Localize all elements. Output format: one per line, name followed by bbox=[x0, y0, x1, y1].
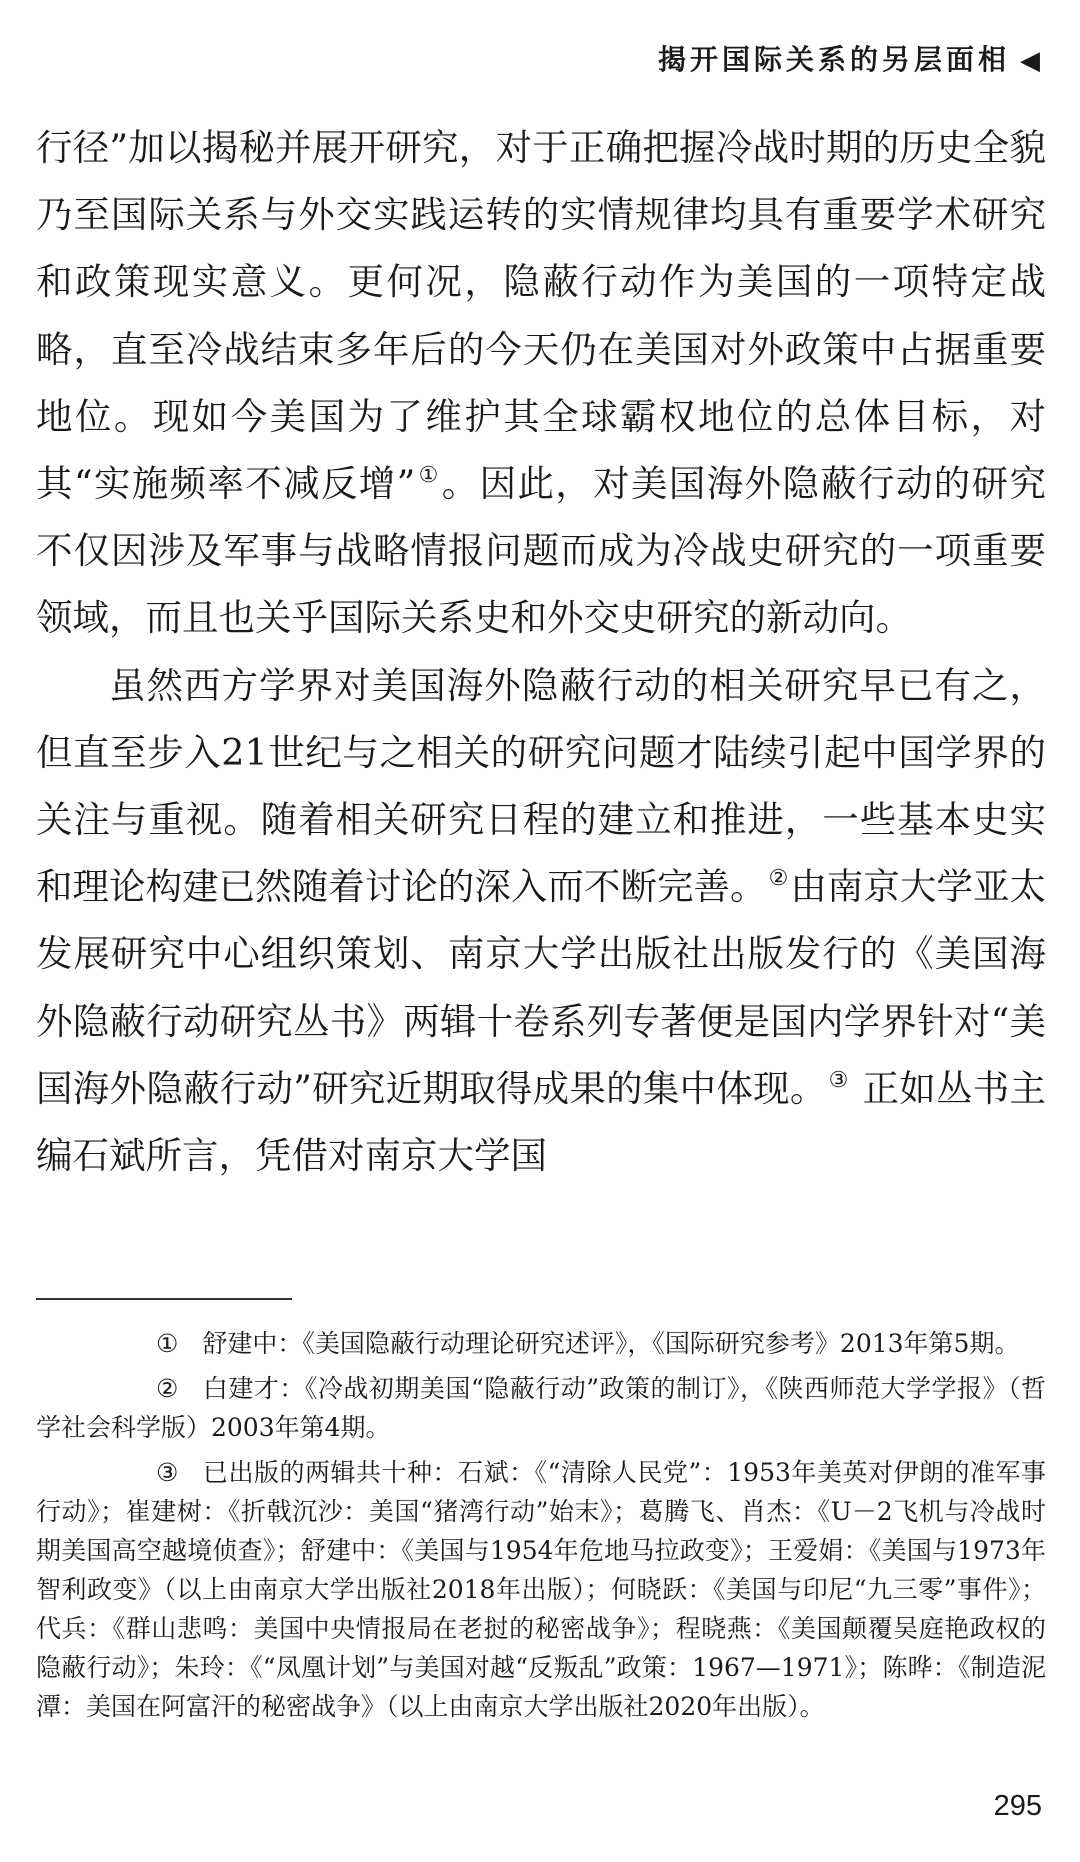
footnote-2 bbox=[36, 1369, 1046, 1447]
footnote-ref-1[interactable]: ① bbox=[417, 463, 440, 489]
paragraph-1: 行径”加以揭秘并展开研究，对于正确把握冷战时期的历史全貌乃至国际关系与外交实践运转的实情规律均具有重要学术研究和政策现实意义。更何况，隐蔽行动作为美国的一项特定战略，直至冷战结束多年后的今天仍在美国对外政策中占据重要地位。现如今美国为了维护其全球霸权地位的总体目标，对其“实施频率不减反增”①。因此，对美国海外隐蔽行动的研究不仅因涉及军事与战略情报问题而成为冷战史研究的一项重要领域，而且也关乎国际关系史和外交史研究的新动向。 bbox=[36, 126, 1046, 640]
footnote-divider bbox=[36, 1298, 292, 1300]
footnote-marker: ② bbox=[156, 1374, 179, 1403]
page-number: 295 bbox=[993, 1790, 1042, 1822]
footnote-ref-2[interactable]: ② bbox=[768, 866, 789, 892]
footnote-marker: ③ bbox=[156, 1458, 179, 1487]
footnote-ref-3[interactable]: ③ bbox=[828, 1067, 849, 1093]
running-title: 揭开国际关系的另层面相 bbox=[657, 43, 1010, 76]
footnote-3 bbox=[36, 1453, 1046, 1726]
footnote-text: 已出版的两辑共十种：石斌：《“清除人民党”：1953年美英对伊朗的准军事行动》；崔建树：《折戟沉沙：美国“猪湾行动”始末》；葛腾飞、肖杰：《U－2飞机与冷战时期美国高空越境侦查》；舒建中：《美国与1954年危地马拉政变》；王爱娟：《美国与1973年智利政变》（以上由南京大学出版社2018年出版）；何晓跃：《美国与印尼“九三零”事件》；代兵：《群山悲鸣：美国中央情报局在老挝的秘密战争》；程晓燕：《美国颠覆吴庭艳政权的隐蔽行动》；朱玲：《“凤凰计划”与美国对越“反叛乱”政策：1967—1971》；陈晔：《制造泥潭：美国在阿富汗的秘密战争》（以上由南京大学出版社2020年出版）。 bbox=[36, 1458, 1046, 1721]
footnote-marker: ① bbox=[156, 1329, 179, 1358]
footnotes bbox=[36, 1324, 1046, 1732]
left-triangle-icon: ◀ bbox=[1020, 46, 1044, 76]
footnote-1 bbox=[36, 1324, 1046, 1363]
footnote-text: 舒建中：《美国隐蔽行动理论研究述评》，《国际研究参考》2013年第5期。 bbox=[202, 1329, 1020, 1358]
running-header bbox=[658, 38, 1044, 78]
footnote-text: 白建才：《冷战初期美国“隐蔽行动”政策的制订》，《陕西师范大学学报》（哲学社会科学版）2003年第4期。 bbox=[36, 1374, 1046, 1442]
main-text bbox=[36, 114, 1046, 1189]
paragraph-2: 虽然西方学界对美国海外隐蔽行动的相关研究早已有之，但直至步入21世纪与之相关的研究问题才陆续引起中国学界的关注与重视。随着相关研究日程的建立和推进，一些基本史实和理论构建已然随着讨论的深入而不断完善。②由南京大学亚太发展研究中心组织策划、南京大学出版社出版发行的《美国海外隐蔽行动研究丛书》两辑十卷系列专著便是国内学界针对“美国海外隐蔽行动”研究近期取得成果的集中体现。③ 正如丛书主编石斌所言，凭借对南京大学国 bbox=[36, 663, 1047, 1178]
